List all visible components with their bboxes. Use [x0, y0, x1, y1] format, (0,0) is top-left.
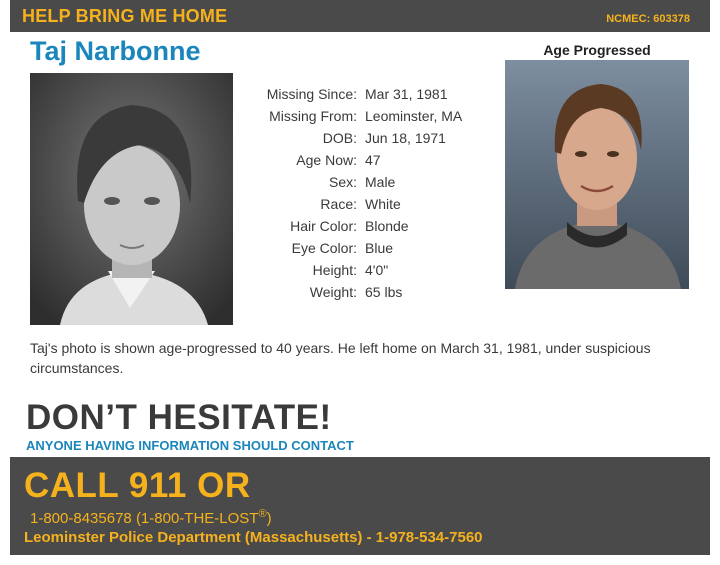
hotline-number: 1-800-8435678: [30, 510, 132, 527]
detail-weight: Weight: 65 lbs: [309, 284, 403, 300]
detail-height: Height: 4'0": [312, 262, 389, 278]
hotline: [30, 508, 272, 527]
age-progressed-label: Age Progressed: [543, 42, 651, 58]
police-contact: Leominster Police Department (Massachusetts) - 1-978-534-7560: [24, 529, 483, 546]
description: Taj's photo is shown age-progressed to 40 years. He left home on March 31, 1981, under suspicious circumstances.: [30, 340, 651, 376]
child-photo: [30, 73, 233, 325]
detail-eye-color: Eye Color: Blue: [291, 240, 394, 256]
banner-title: HELP BRING ME HOME: [22, 6, 228, 26]
detail-missing-from: Missing From: Leominster, MA: [269, 108, 463, 124]
detail-hair-color: Hair Color: Blonde: [290, 218, 409, 234]
registered-mark: ®: [258, 508, 267, 520]
cta-headline: DON’T HESITATE!: [26, 398, 332, 437]
call-911: CALL 911 OR: [24, 466, 251, 505]
details-list: [240, 83, 462, 303]
case-number: NCMEC: 603378: [606, 13, 690, 25]
child-name: Taj Narbonne: [30, 36, 201, 66]
detail-missing-since: Missing Since: Mar 31, 1981: [266, 86, 448, 102]
contact-bar: [10, 457, 710, 555]
age-progressed-photo: [505, 60, 689, 289]
detail-dob: DOB: Jun 18, 1971: [322, 130, 446, 146]
detail-age-now: Age Now: 47: [296, 152, 381, 168]
header-bar: [10, 0, 710, 32]
detail-race: Race: White: [320, 196, 401, 212]
hotline-text: (1-800-THE-LOST: [135, 510, 259, 527]
hotline-close: ): [266, 510, 272, 527]
detail-sex: Sex: Male: [328, 174, 396, 190]
cta-subline: ANYONE HAVING INFORMATION SHOULD CONTACT: [26, 438, 354, 453]
